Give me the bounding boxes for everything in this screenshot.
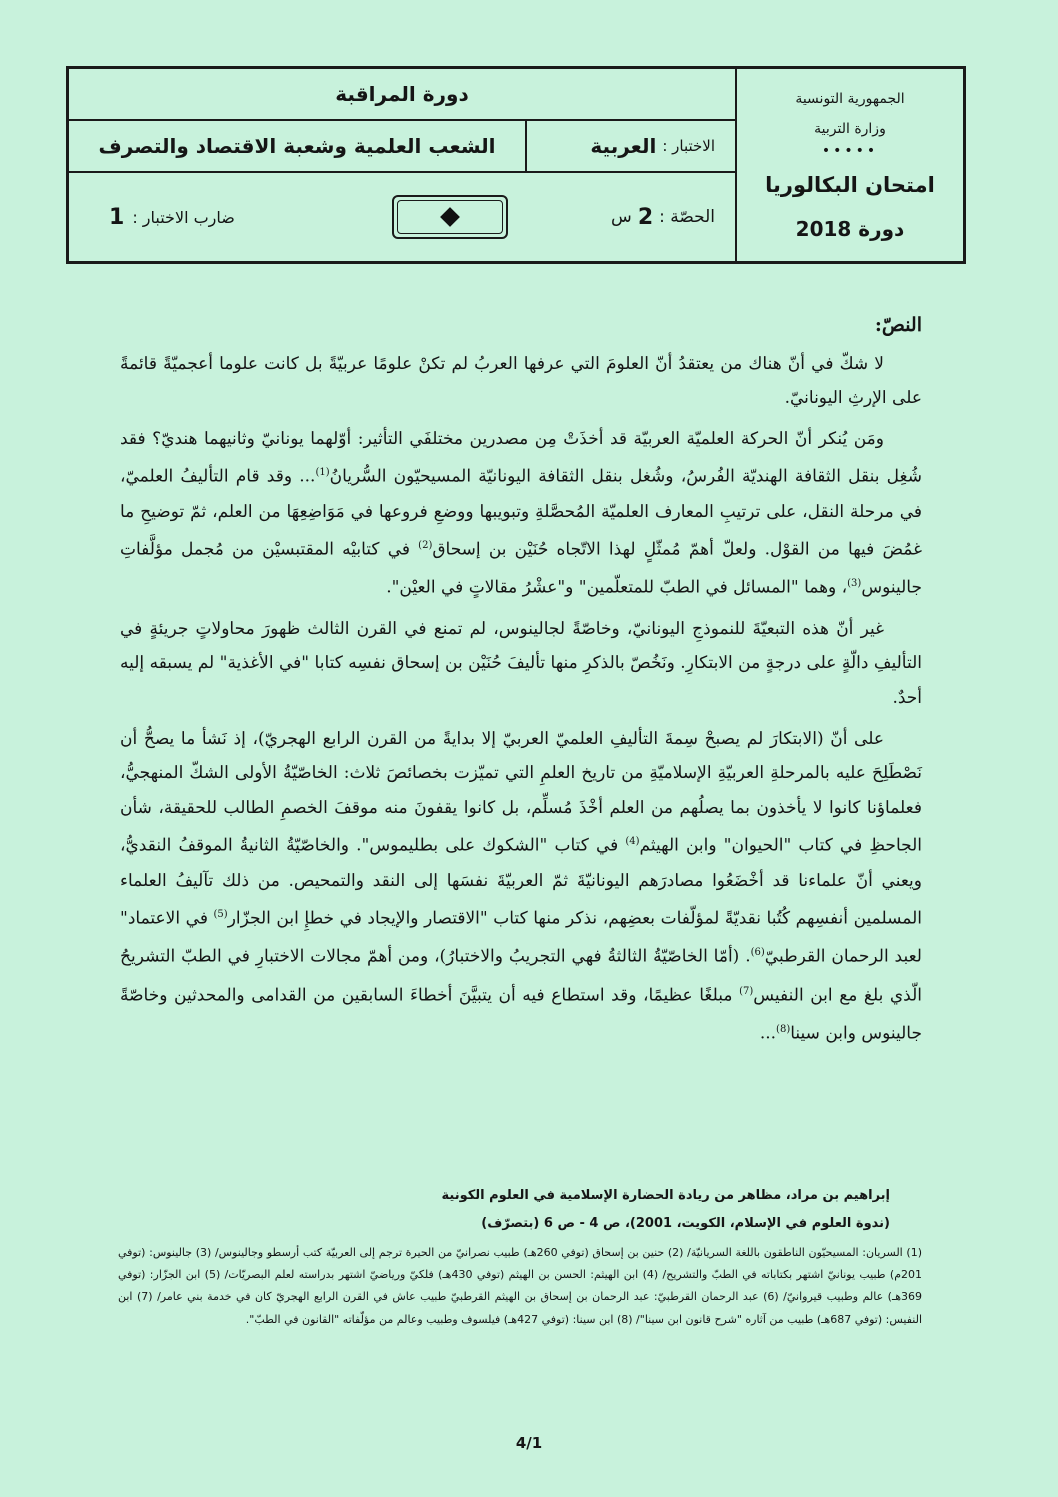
- diamond-box-cell: [375, 173, 525, 261]
- paragraph-4-part-d: . (أمّا الخاصّيّةُ الثالثةُ فهي التجريبُ والاختبارُ)، ومن أهمّ مجالات الاختبارِ في الطبّ التشريحُ الّذي بلغ مع ابن النفيس: [120, 947, 923, 1006]
- republic-label: الجمهورية التونسية: [795, 91, 905, 107]
- subject-label: الاختبار :: [662, 137, 715, 155]
- footnote-ref-2: (2): [418, 540, 433, 552]
- session-row: [69, 69, 735, 121]
- coefficient-label: ضارب الاختبار :: [132, 207, 235, 227]
- page-number: 4/1: [515, 1434, 543, 1452]
- header-institution-block: [735, 69, 963, 261]
- paragraph-1: [120, 347, 922, 416]
- paragraph-4: [120, 722, 922, 1052]
- paragraph-4-part-f: ...: [759, 1023, 777, 1044]
- paragraph-4-part-a: على أنّ (الابتكارَ لم يصبحْ سِمةَ التأليفِ العلميّ العربيّ إلا بدايةً من القرن الرابع الهجريّ)، إذ نَشأ ما يصحُّ أن نَصْطَلِحَ عليه بالمرحلةِ العربيّةِ الإسلاميّةِ من تاريخ العلمِ التي تميّزت بخصائصَ ثلاث: الخاصّيّةُ الأولى الشكّ المنهجيُّ، فعلماؤنا كانوا لا يأخذون بما يصلُهم من العلم أخْذَ مُسلِّم، بل كانوا يقفونَ منه موقفَ الخصمِ الطالب للحقيقة، شأن الجاحظِ في كتاب "الحيوان" وابن الهيثم: [120, 728, 922, 856]
- subject-row: [69, 121, 735, 173]
- coefficient-cell: [69, 173, 375, 261]
- paragraph-3: [120, 612, 922, 716]
- duration-label: الحصّة :: [659, 207, 715, 227]
- subject-cell: [525, 121, 735, 171]
- paragraph-4-part-e: مبلغًا عظيمًا، وقد استطاع فيه أن يتبيَّنَ أخطاءَ السابقين من القدامى والمحدثين وخاصّةً جالينوس وابن سينا: [120, 985, 922, 1044]
- paragraph-4-part-b: في كتاب "الشكوك على بطليموس". والخاصّيّةُ الثانيةُ الموقفُ النقديُّ، ويعني أنّ علماءنا قد أخْضَعُوا مصادرَهم اليونانيّةَ ثمّ العربيّةَ نفسَها إلى النقد والتمحيص. من ذلك تآليفُ العلماء المسلمين أنفسِهم كُتُبا نقديّةً لمؤلّفات بعضِهم، نذكر منها كتاب "الاقتصار والإيجاد في خطإِ ابن الجزّار: [120, 835, 922, 929]
- source-line-2: (ندوة العلوم في الإسلام، الكويت، 2001)، ص 4 - ص 6 (بتصرّف): [481, 1216, 890, 1231]
- paragraph-2-part-d: ، وهما "المسائل في الطبّ للمتعلّمين" و"عشْرُ مقالاتٍ في العيْن".: [386, 578, 848, 599]
- footnote-ref-8: (8): [776, 1023, 791, 1035]
- source-citation: [250, 1182, 890, 1238]
- text-heading: النصّ:: [874, 314, 922, 336]
- footnote-ref-5: (5): [213, 909, 228, 921]
- paragraph-2-part-b: ... وقد قام التأليفُ العلميّ، في مرحلة النقل، على ترتيبِ المعارف العلميّة المُحصَّلةِ وتبويبها ووضعِ فروعها في مَوَاضِعِهَا من العلم، ثمّ توضيحِ ما غمُضَ فيها من القوْل. ولعلّ أهمّ مُمثّلٍ لهذا الاتّجاه حُنَيْن بن إسحاق: [120, 467, 922, 560]
- footnote-ref-1: (1): [315, 467, 330, 479]
- source-line-1: إبراهيم بن مراد، مظاهر من ريادة الحضارة الإسلامية في العلوم الكونية: [441, 1188, 890, 1203]
- paragraph-1-text: لا شكّ في أنّ هناك من يعتقدُ أنّ العلومَ التي عرفها العربُ لم تكنْ علومًا عربيّةً بل كانت علوما أعجميّةً قائمةً على الإرثِ اليونانيّ.: [120, 353, 922, 409]
- footnote-ref-6: (6): [750, 947, 765, 959]
- footnotes-text: (1) السريان: المسيحيّون الناطقون باللغة السريانيّة/ (2) حنين بن إسحاق (توفي 260هـ) طبيب نصرانيّ من الحيرة ترجم إلى العربيّة كتب أرسطو وجالينوس/ (3) جالينوس: (توفي 201م) طبيب يونانيّ اشتهر بكتاباته في الطبّ والتشريح/ (4) ابن الهيثم: الحسن بن الهيثم (توفي 430هـ) فلكيّ ورياضيّ اشتهر بدراسته لعلم البصريّات/ (5) ابن الجزّار: (توفي 369هـ) عالم وطبيب قيروانيّ/ (6) عبد الرحمان القرطبيّ: عبد الرحمان بن إسحاق بن الهيثم القرطبيّ طبيب عاش في القرن الرابع الهجريّ كان في خدمة بني عامر/ (7) ابن النفيس: (توفي 687هـ) طبيب من آثاره "شرح قانون ابن سينا"/ (8) ابن سينا: (توفي 427هـ) فيلسوف وطبيب وعالم من مؤلّفاته "القانون في الطبّ".: [118, 1246, 923, 1326]
- duration-unit: س: [611, 207, 632, 227]
- stars-decoration: •••••: [821, 143, 879, 159]
- session-title: دورة المراقبة: [335, 82, 469, 106]
- footnotes: [118, 1242, 922, 1331]
- footnote-ref-3: (3): [847, 578, 862, 590]
- diamond-icon: [440, 207, 460, 227]
- coefficient-value: 1: [109, 204, 125, 230]
- paragraph-3-text: غير أنّ هذه التبعيّةَ للنموذجِ اليونانيّ، وخاصّةً لجالينوس، لم تمنع في القرن الثالث ظهورَ محاولاتٍ جريئةٍ في التأليفِ دالّةٍ على درجةٍ من الابتكارِ. ونَخُصّ بالذكرِ منها تأليفَ حُنَيْن بن إسحاق نفسِه كتابا "في الأغذية" لم يسبقه إليه أحدٌ.: [120, 618, 922, 708]
- exam-header: [66, 66, 966, 264]
- header-details: [69, 69, 735, 261]
- paragraph-2: [120, 422, 922, 606]
- paragraph-4-part-c: في الاعتماد" لعبد الرحمان القرطبيّ: [120, 908, 922, 968]
- sections-value: الشعب العلمية وشعبة الاقتصاد والتصرف: [98, 134, 496, 158]
- paragraph-2-part-a: ومَن يُنكر أنّ الحركة العلميّة العربيّة قد أخذَتْ مِن مصدرين مختلفَي التأثير: أوّلهما يونانيّ وثانيهما هنديّ؟ فقد شُغِل بنقل الثقافة الهنديّة الفُرسُ، وشُغل بنقل الثقافة اليونانيّة المسيحيّون السُّريانُ: [120, 428, 922, 488]
- duration-row: [69, 173, 735, 261]
- footnote-ref-7: (7): [739, 985, 754, 997]
- diamond-frame: [392, 195, 508, 239]
- exam-text: [120, 308, 922, 1057]
- duration-cell: [525, 173, 735, 261]
- duration-value: 2: [637, 204, 654, 230]
- sections-cell: [69, 121, 525, 171]
- ministry-label: وزارة التربية: [814, 121, 886, 137]
- subject-value: العربية: [590, 134, 657, 158]
- exam-year: دورة 2018: [795, 217, 905, 241]
- paragraph-2-part-c: في كتابيْه المقتبسيْن من مُجمل مؤلَّفاتِ جالينوس: [120, 539, 922, 599]
- footnote-ref-4: (4): [625, 836, 640, 848]
- exam-title: امتحان البكالوريا: [765, 173, 935, 197]
